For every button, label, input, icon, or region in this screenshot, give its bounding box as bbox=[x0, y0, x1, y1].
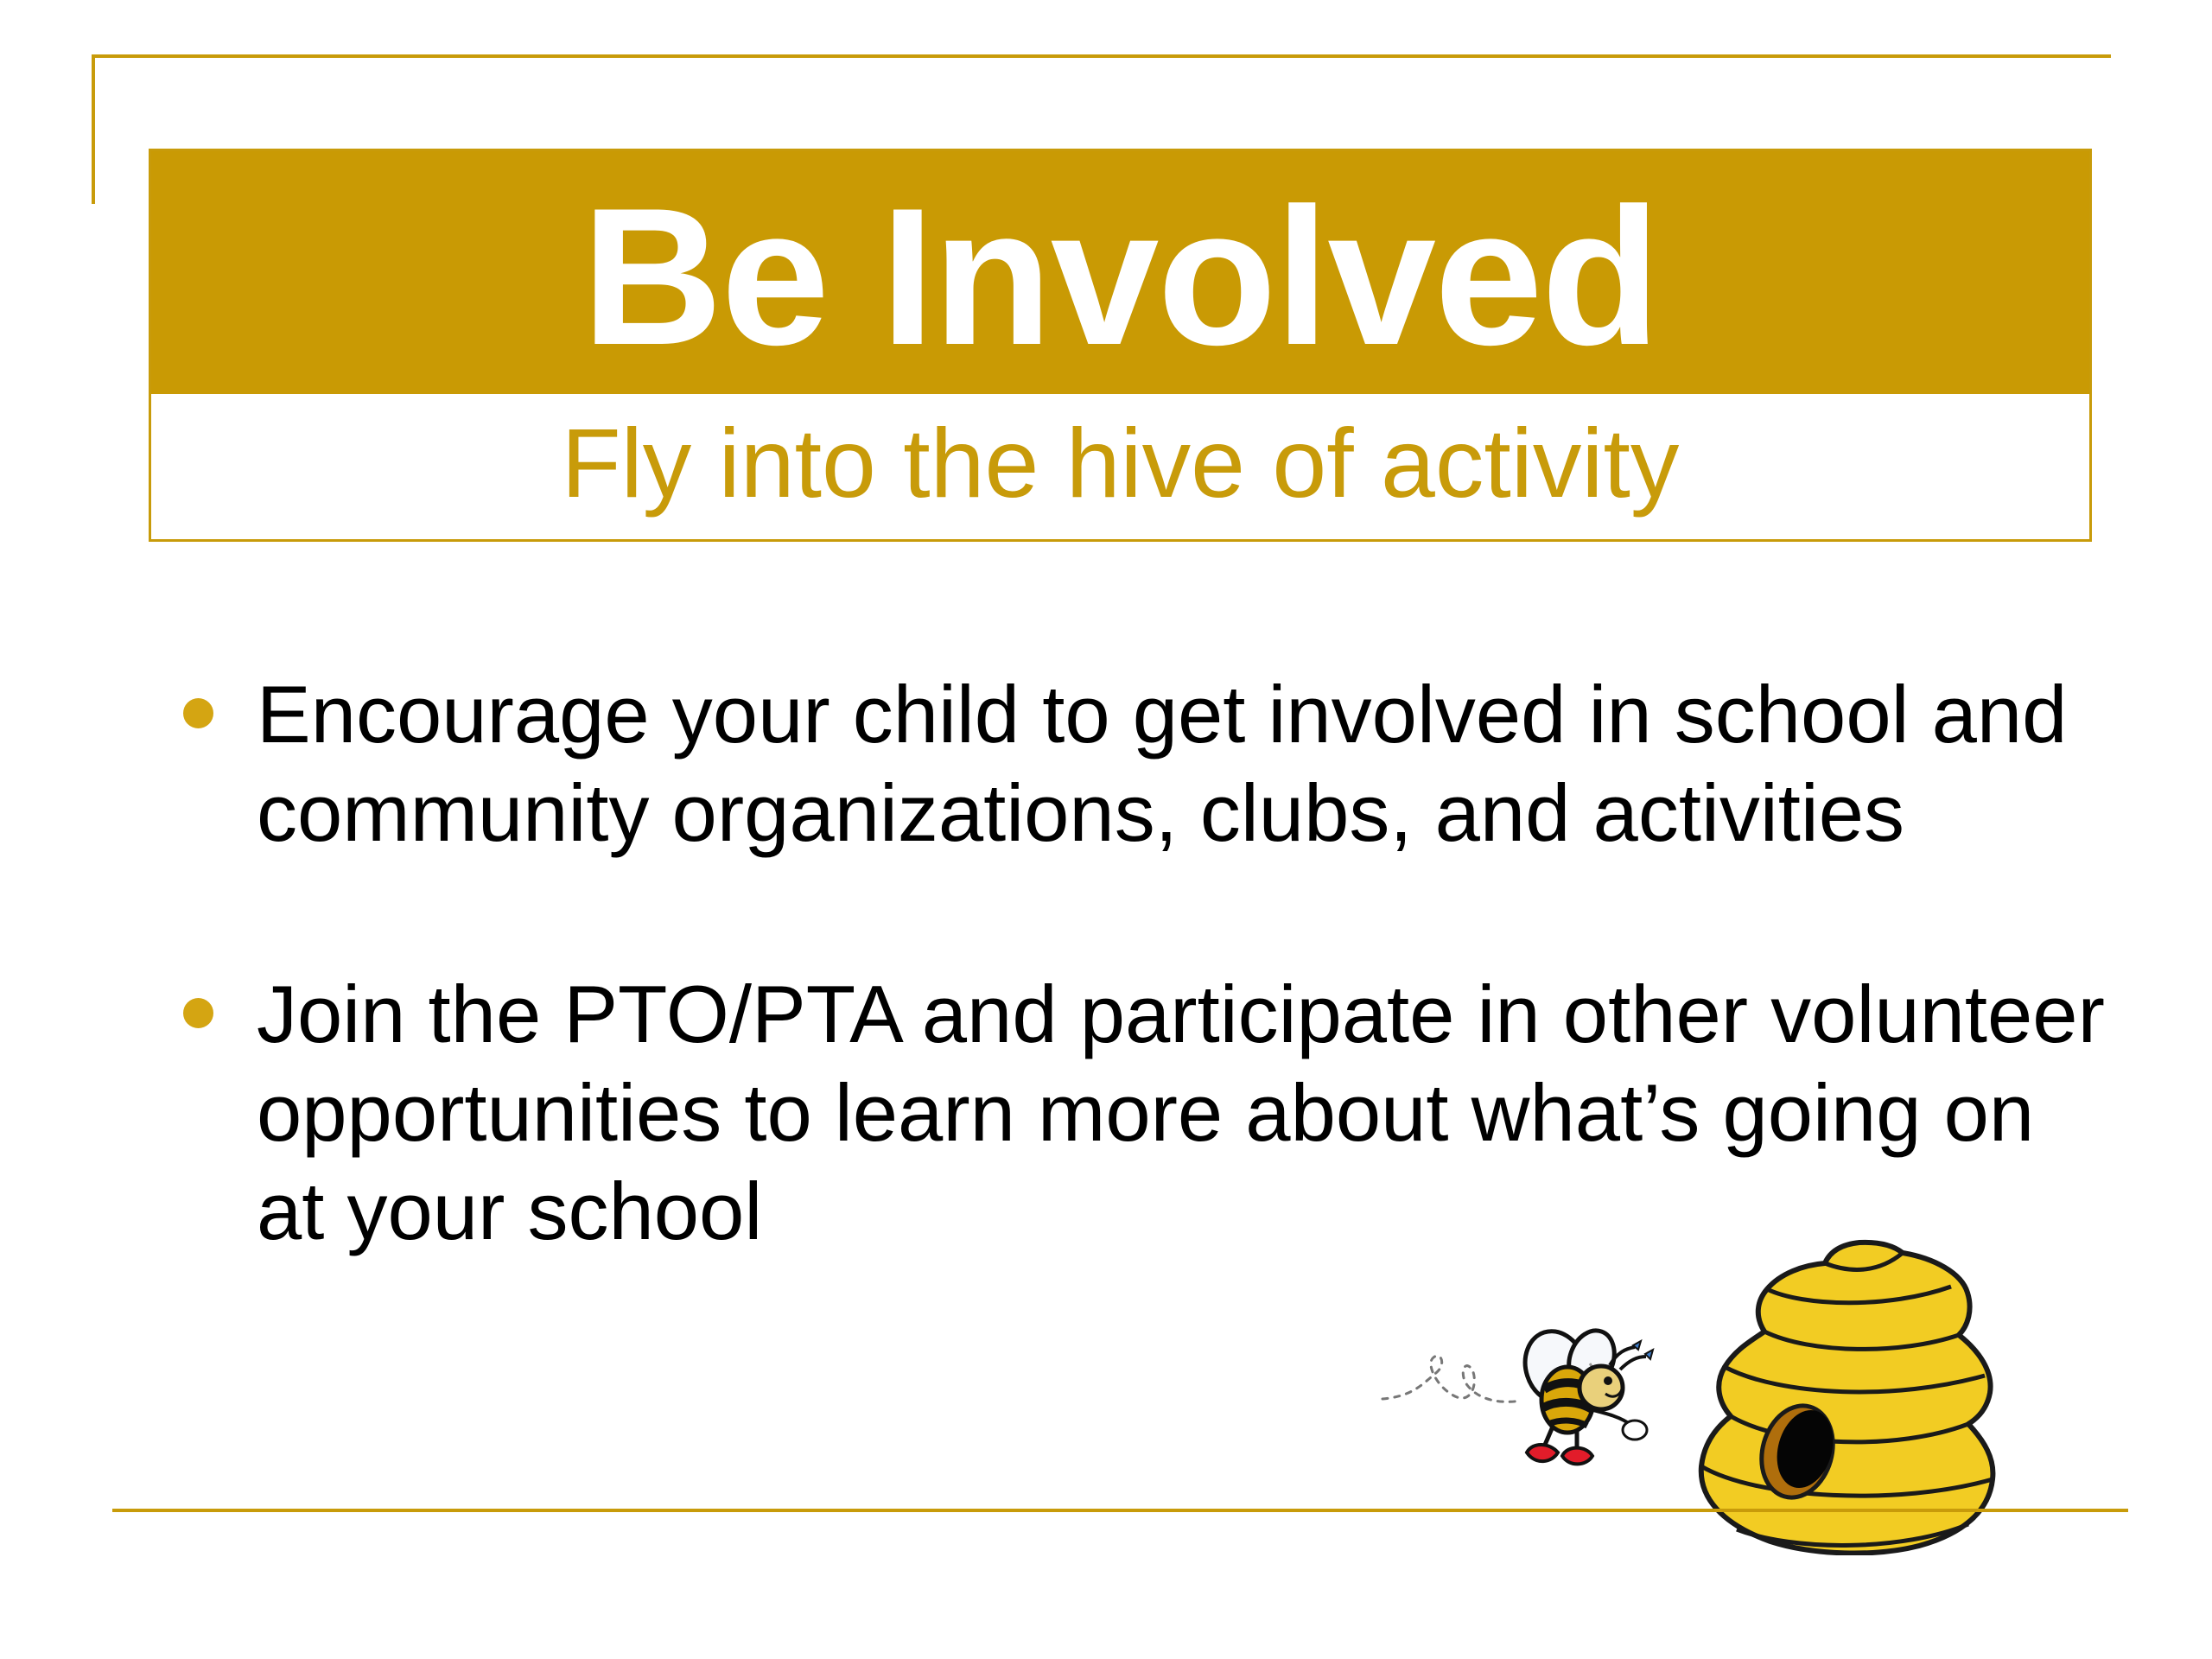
beehive-icon bbox=[1701, 1243, 1993, 1554]
bullet-line: opportunities to learn more about what’s going on bbox=[257, 1067, 2035, 1158]
bullet-line: at your school bbox=[257, 1166, 763, 1256]
slide-title: Be Involved bbox=[582, 166, 1659, 385]
frame-left-rule bbox=[92, 54, 95, 204]
bee-flight-path-icon bbox=[1382, 1356, 1522, 1402]
bullet-line: Encourage your child to get involved in school and bbox=[257, 669, 2068, 760]
bullet-dot-icon bbox=[183, 698, 213, 728]
bullet-line: Join the PTO/PTA and participate in other volunteer bbox=[257, 969, 2105, 1059]
bee-icon bbox=[1516, 1324, 1653, 1465]
title-block bbox=[149, 149, 2092, 542]
bullet-line: community organizations, clubs, and activities bbox=[257, 767, 1904, 858]
bullet-dot-icon bbox=[183, 998, 213, 1028]
bottom-rule bbox=[112, 1509, 2128, 1512]
frame-top-rule bbox=[92, 54, 2111, 58]
bullet-item-get-involved bbox=[168, 665, 2139, 862]
subtitle-area bbox=[151, 394, 2089, 539]
title-bar bbox=[151, 151, 2089, 394]
bee-and-hive-illustration bbox=[1374, 1201, 2056, 1555]
slide-subtitle: Fly into the hive of activity bbox=[561, 408, 1680, 518]
